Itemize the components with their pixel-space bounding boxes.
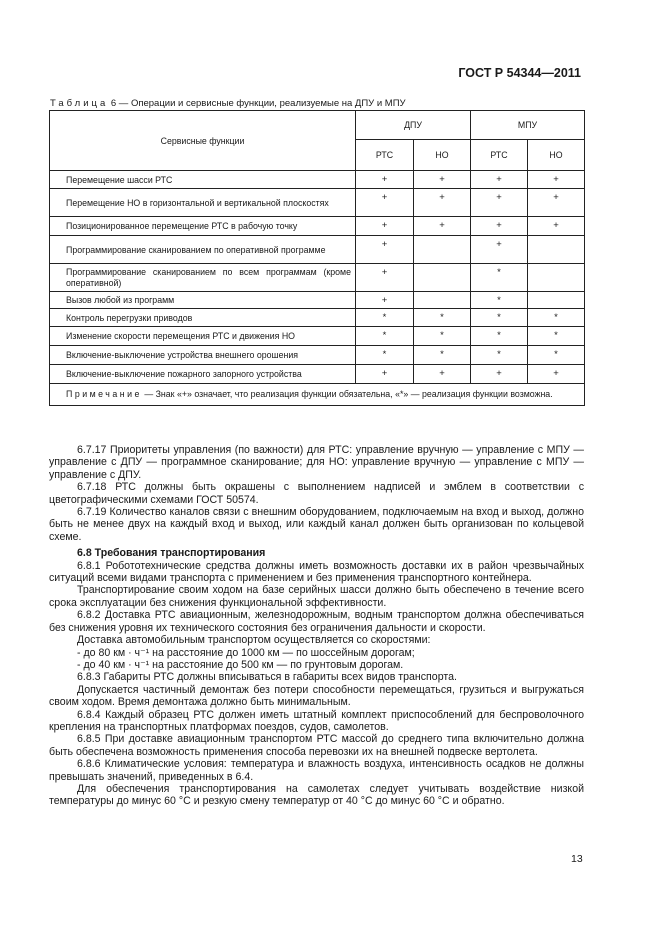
table-row <box>50 236 585 264</box>
mark-cell: + <box>356 171 414 189</box>
mark-cell: + <box>356 264 414 292</box>
function-name-cell: Позиционированное перемещение РТС в рабочую точку <box>50 217 356 236</box>
paragraph: Допускается частичный демонтаж без потери способности перемещаться, грузиться и выгружаться своим ходом. Время демонтажа должно быть минимальным. <box>49 683 584 709</box>
function-name-cell: Вызов любой из программ <box>50 292 356 309</box>
standard-number: ГОСТ Р 54344—2011 <box>458 66 581 80</box>
column-header-mpu-no: НО <box>528 140 585 171</box>
mark-cell <box>414 292 471 309</box>
body-text <box>49 444 584 808</box>
paragraph: - до 80 км · ч⁻¹ на расстояние до 1000 км — по шоссейным дорогам; <box>77 646 415 659</box>
table-row <box>50 292 585 309</box>
paragraph: 6.7.18 РТС должны быть окрашены с выполнением надписей и эмблем в соответствии с цветографическими схемами ГОСТ 50574. <box>49 481 584 506</box>
table-note <box>50 384 585 406</box>
mark-cell: + <box>414 365 471 384</box>
mark-cell: + <box>414 171 471 189</box>
function-name-cell: Перемещение шасси РТС <box>50 171 356 189</box>
column-header-dpu-no: НО <box>414 140 471 171</box>
column-group-mpu: МПУ <box>471 111 585 140</box>
function-name-cell: Перемещение НО в горизонтальной и вертикальной плоскостях <box>50 189 356 217</box>
mark-cell: * <box>414 327 471 346</box>
table-note-label: Примечание <box>66 389 142 399</box>
column-header-mpu-rts: РТС <box>471 140 528 171</box>
table-row <box>50 346 585 365</box>
paragraph: Для обеспечения транспортирования на самолетах следует учитывать воздействие низкой температуры до минус 60 °С и резкую смену температур от 40 °С до минус 60 °С и обратно. <box>49 782 584 808</box>
table-caption-label: Таблица <box>50 98 109 109</box>
function-name-cell: Изменение скорости перемещения РТС и движения НО <box>50 327 356 346</box>
mark-cell: * <box>414 346 471 365</box>
mark-cell: * <box>414 309 471 327</box>
service-functions-table <box>49 110 585 406</box>
mark-cell: * <box>471 292 528 309</box>
table-row <box>50 264 585 292</box>
function-name-cell: Включение-выключение устройства внешнего орошения <box>50 346 356 365</box>
mark-cell: + <box>356 217 414 236</box>
mark-cell: + <box>414 189 471 217</box>
paragraph: 6.8.1 Робототехнические средства должны иметь возможность доставки их в район чрезвычайных ситуаций всеми видами транспорта с применением и без применения транспортного контейнера. <box>49 559 584 585</box>
table-caption-text: 6 — Операции и сервисные функции, реализуемые на ДПУ и МПУ <box>108 98 406 109</box>
table-row <box>50 217 585 236</box>
table-row <box>50 189 585 217</box>
mark-cell: + <box>414 217 471 236</box>
mark-cell <box>528 292 585 309</box>
paragraph: 6.8.6 Климатические условия: температура и влажность воздуха, интенсивность осадков не должны превышать значений, приведенных в 6.4. <box>49 758 584 783</box>
paragraph: - до 40 км · ч⁻¹ на расстояние до 500 км — по грунтовым дорогам. <box>77 658 404 671</box>
mark-cell <box>528 264 585 292</box>
mark-cell: * <box>356 327 414 346</box>
column-header-dpu-rts: РТС <box>356 140 414 171</box>
mark-cell: + <box>356 292 414 309</box>
table-body <box>50 171 585 384</box>
mark-cell <box>528 236 585 264</box>
mark-cell: + <box>356 236 414 264</box>
mark-cell: + <box>528 217 585 236</box>
mark-cell <box>414 264 471 292</box>
paragraph: 6.8.3 Габариты РТС должны вписываться в габариты всех видов транспорта. <box>77 671 457 684</box>
mark-cell: + <box>528 365 585 384</box>
column-group-dpu: ДПУ <box>356 111 471 140</box>
mark-cell: * <box>471 346 528 365</box>
mark-cell: * <box>528 346 585 365</box>
mark-cell: * <box>528 327 585 346</box>
mark-cell: + <box>356 365 414 384</box>
mark-cell: + <box>471 217 528 236</box>
function-name-cell: Контроль перегрузки приводов <box>50 309 356 327</box>
paragraph: 6.7.19 Количество каналов связи с внешним оборудованием, подключаемым на вход и выход, должно быть не менее двух на каждый вход и выход, или каждый канал должен быть организован по кольцевой схеме. <box>49 506 584 543</box>
mark-cell: * <box>471 327 528 346</box>
table-row <box>50 171 585 189</box>
function-name-cell: Программирование сканированием по всем программам (кроме оперативной) <box>50 264 356 292</box>
mark-cell: + <box>356 189 414 217</box>
mark-cell: + <box>528 171 585 189</box>
paragraph: Транспортирование своим ходом на базе серийных шасси должно быть обеспечено в течение всего срока эксплуатации без снижения функциональной эффективности. <box>49 584 584 609</box>
mark-cell: + <box>471 236 528 264</box>
table-note-text: — Знак «+» означает, что реализация функции обязательна, «*» — реализация функции возможна. <box>141 389 553 399</box>
mark-cell: * <box>471 264 528 292</box>
paragraph: 6.8.4 Каждый образец РТС должен иметь штатный комплект приспособлений для беспроволочного крепления на транспортных платформах поездов, судов, самолетов. <box>49 708 584 733</box>
mark-cell: * <box>356 309 414 327</box>
mark-cell: + <box>528 189 585 217</box>
paragraph: Доставка автомобильным транспортом осуществляется со скоростями: <box>77 634 431 647</box>
mark-cell: * <box>528 309 585 327</box>
table-caption <box>50 98 406 109</box>
mark-cell: + <box>471 171 528 189</box>
mark-cell: + <box>471 365 528 384</box>
mark-cell: + <box>471 189 528 217</box>
page-number: 13 <box>571 853 583 865</box>
paragraph: 6.8.5 При доставке авиационным транспортом РТС массой до среднего типа включительно должна быть обеспечена возможность применения способа перевозки их на внешней подвеске вертолета. <box>49 733 584 758</box>
paragraph: 6.8.2 Доставка РТС авиационным, железнодорожным, водным транспортом должна обеспечиваться без снижения уровня их технического состояния без ограничения дальности и скорости. <box>49 609 584 634</box>
mark-cell <box>414 236 471 264</box>
function-name-cell: Программирование сканированием по оперативной программе <box>50 236 356 264</box>
table-row <box>50 309 585 327</box>
paragraph: 6.7.17 Приоритеты управления (по важности) для РТС: управление вручную — управление с МПУ — управление с ДПУ — программное сканирование; для НО: управление вручную — управление с МПУ — управление с ДПУ. <box>49 444 584 481</box>
mark-cell: * <box>471 309 528 327</box>
mark-cell: * <box>356 346 414 365</box>
table-row <box>50 365 585 384</box>
section-heading: 6.8 Требования транспортирования <box>77 547 266 560</box>
table-row <box>50 327 585 346</box>
function-name-cell: Включение-выключение пожарного запорного устройства <box>50 365 356 384</box>
column-header-functions: Сервисные функции <box>50 111 356 171</box>
